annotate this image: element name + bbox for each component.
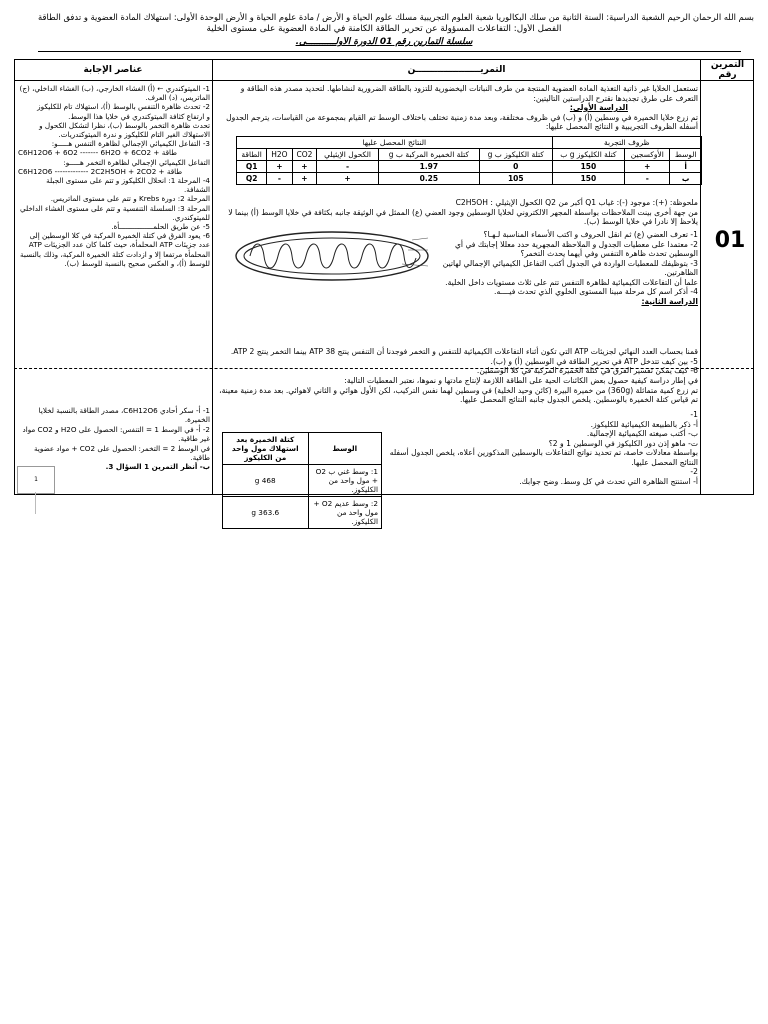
- ex2-q1d: بواسطة معادلات خاصة، تم تحديد نواتج التفاعلات بالوسطين المذكورين أعلاه، يلخص الجدول أسفله النتائج المحصل عليها.: [389, 448, 698, 467]
- col-head-exercise: التمريـــــــــــــــــــــن: [407, 65, 506, 75]
- ans2-line: في الوسط 2 = التخمر: الحصول على CO2 + مواد عضوية طاقية.: [34, 443, 210, 463]
- t2-cell-medium: 1: وسط غني ب O2 + مول واحد من الكليكوز.: [308, 465, 381, 497]
- t1-header: كتلة الكليكوز ب g: [479, 149, 552, 161]
- t1-cell: -: [267, 173, 292, 185]
- ans1-line: 1- الميتوكندري ← (أ) الغشاء الخارجي، (ب) الغشاء الداخلي، (ج) الماتريس، (د) العرف.: [19, 84, 210, 103]
- ex2-q1b: ب- أكتب صيغته الكيميائية الإجمالية.: [586, 429, 698, 438]
- ans2-line: 2- أ- في الوسط 1 = التنفس: الحصول على H2O و CO2 مواد غير طاقية.: [22, 424, 210, 444]
- t2-cell-medium: 2: وسط عديم O2 + مول واحد من الكليكوز.: [308, 497, 381, 529]
- ex1-study1-title: الدراسة الأولى:: [569, 103, 628, 112]
- t1-header: الوسط: [670, 149, 702, 161]
- ex2-q1a: أ- ذكر بالطبيعة الكيميائية للكليكوز.: [590, 419, 698, 429]
- t1-cell: Q2: [237, 173, 267, 185]
- ex1-intro: تستعمل الخلايا غير ذاتية التغذية المادة العضوية المنتجة من طرف النباتات اليخضورية للتزود بالطاقة الضرورية لنشاطها. لتحديد مصدر هذه الطاقة و التعرف على طرق تجديدها نقترح الدراستين التاليتين:: [240, 84, 698, 103]
- ex1-study2-block: [218, 347, 698, 376]
- grid-divider-answer: [212, 59, 213, 495]
- ans2-block: [18, 406, 210, 472]
- mitochondrion-diagram: [232, 228, 438, 284]
- t1-cell: -: [625, 173, 670, 185]
- ans1-line: 4- المرحلة 1: انحلال الكليكوز و تتم على مستوى الجبلة الشفافة.: [46, 176, 210, 195]
- t1-cell: 105: [479, 173, 552, 185]
- ex1-note-block: [218, 198, 698, 227]
- page-number-box: 1: [17, 466, 55, 494]
- ans1-line: المرحلة 2: دورة Krebs و تتم على مستوى الماتريس.: [50, 194, 210, 204]
- header-row-line: [14, 80, 754, 81]
- ex1-results-table: [236, 136, 702, 185]
- ans1-line: المرحلة 3: السلسلة التنفسية و تتم على مستوى الغشاء الداخلي للميتوكندري.: [19, 203, 210, 222]
- ex1-q2: 2- معتمدا على معطيات الجدول و الملاحظة المجهرية حدد معللا إجابتك في أي الوسطين تحدث ظاهرة التنفس وفي أيهما يحدث التخمر؟: [454, 239, 698, 258]
- t1-cell: 150: [552, 173, 625, 185]
- t1-cell: 150: [552, 161, 625, 173]
- grid-divider-number: [700, 59, 701, 495]
- t1-header: H2O: [267, 149, 292, 161]
- t1-cell: Q1: [237, 161, 267, 173]
- t1-cell: 0.25: [378, 173, 479, 185]
- ex2-q2: 2-: [690, 467, 698, 476]
- t1-header: كتلة الكليكوز g ب: [552, 149, 625, 161]
- t2-header-mass: كتلة الخميرة بعد استهلاك مول واحد من الكليكوز: [223, 433, 309, 465]
- ans1-line: 2- تحدث ظاهرة التنفس بالوسط (أ)، استهلاك تام للكليكوز: [37, 102, 210, 112]
- ans1-line: و ارتفاع كثافة الميتوكندري في خلايا هذا الوسط.: [68, 111, 210, 121]
- t1-cell: -: [317, 161, 378, 173]
- ex1-study1-text: تم زرع خلايا الخميرة في وسطين (أ) و (ب) في ظروف مختلفة، وبعد مدة زمنية تختلف باختلاف الوسط تم القيام بمجموعة من القياسات، يترجم الجدول أسفله الظروف التجريبية و النتائج المحصل عليها:: [226, 112, 698, 131]
- ex1-questions-block: [442, 230, 698, 306]
- t1-cell: ب: [670, 173, 702, 185]
- ans1-line: 3- التفاعل الكيميائي الإجمالي لظاهرة التنفس هـــــو:: [51, 139, 210, 149]
- ex1-q4-intro: علما أن التفاعلات الكيميائية لظاهرة التنفس تتم على ثلاث مستويات داخل الخلية.: [445, 277, 698, 287]
- t1-cell: +: [267, 161, 292, 173]
- ex2-mass-table: [222, 432, 382, 529]
- ex2-questions-block: [388, 410, 698, 486]
- t1-header: الأوكسجين: [625, 149, 670, 161]
- exercise-number: 01: [714, 228, 746, 253]
- ans1-line: 5- عن طريق الحلمــــــــــــــــأة.: [111, 222, 210, 232]
- ex2-q1c: ت- ماهو إذن دور الكليكوز في الوسطين 1 و 2؟: [548, 438, 698, 448]
- t2-cell-mass: 363.6 g: [223, 497, 309, 529]
- ans1-equation: C6H12O6 ------------- 2C2H5OH + 2CO2 + طاقة: [18, 166, 183, 176]
- ex1-observation: من جهة أخرى بينت الملاحظات بواسطة المجهر الالكتروني لخلايا الوسطين وجود العضي (ع) الممثل في الوثيقة جانبه بكثافة في خلايا الوسط (أ) بينما لا يلاحظ إلا نادرا في خلايا الوسط (ب).: [228, 207, 698, 226]
- t1-cell: 0: [479, 161, 552, 173]
- ex1-q4: 4- أذكر اسم كل مرحلة مبينا المستوى الخلوي الذي تحدث فيــــه.: [494, 287, 698, 296]
- ans2-line: 1- أ- سكر أحادي C6H12O6، مصدر الطاقة بالنسبة لخلايا الخميرة.: [38, 406, 210, 425]
- t1-header: الطاقة: [237, 149, 267, 161]
- header-line-2: الفصل الأول: التفاعلات المسؤولة عن تحرير الطاقة الكامنة في المادة العضوية على مستوى الخلية: [206, 24, 562, 34]
- t1-cell: +: [625, 161, 670, 173]
- ans1-equation: C6H12O6 + 6O2 ------- 6H2O + 6CO2 + طاقة: [18, 148, 177, 158]
- header-rule: [38, 51, 741, 52]
- t1-cell: +: [317, 173, 378, 185]
- ex1-q3: 3- بتوظيفك للمعطيات الواردة في الجدول أكتب التفاعل الكيميائي الإجمالي لهاتين الظاهرتين.: [442, 258, 698, 277]
- t2-cell-mass: 468 g: [223, 465, 309, 497]
- ex2-text: تم زرع كمية متماثلة (360g) من خميرة البيرة (كائن وحيد الخلية) في وسطين لهما نفس التركيب، لكن الأول هوائي و الثاني لاهوائي. بعد مدة زمنية معينة، تم قياس كتلة الخميرة بالوسطين. يلخص الجدول جانبه النتائج المحصل عليها.: [219, 385, 698, 404]
- t1-group-conditions: ظروف التجربة: [552, 137, 701, 149]
- t1-cell: +: [292, 173, 317, 185]
- ex1-note: ملحوظة: (+): موجود (-): غياب Q1 أكبر من Q2 الكحول الإيثيلي : C2H5OH: [455, 198, 698, 207]
- ex1-intro-block: [218, 84, 698, 132]
- ex2-q1: 1-: [690, 410, 698, 419]
- t1-header: كتلة الخميرة المركبة ب g: [378, 149, 479, 161]
- t1-header: CO2: [292, 149, 317, 161]
- ans1-block: [18, 84, 210, 268]
- t1-cell: 1.97: [378, 161, 479, 173]
- ex1-q5: 5- بين كيف تتدخل ATP في تحرير الطاقة في الوسطين (أ) و (ب).: [490, 356, 698, 366]
- ans2-line: ب- أنظر التمرين 1 السؤال 3.: [105, 462, 210, 472]
- ans1-line: 6- يعود الفرق في كتلة الخميرة المركبة في كلا الوسطين إلى عدد جزيئات ATP المحلمأة، حيث كلما كان عدد الجزيئات ATP المحلمأة مرتفعا إلا و ازدادت كتلة الخميرة المركبة، وذلك بالنسبة للوسط (أ)، و العكس صحيح بالنسبة للوسط (ب).: [19, 231, 210, 268]
- t1-cell: +: [292, 161, 317, 173]
- ex2-intro-block: [218, 376, 698, 405]
- ex2-intro: في إطار دراسة كيفية حصول بعض الكائنات الحية على الطاقة اللازمة لإنتاج مادتها و نموها، نعتبر المعطيات التالية:: [344, 376, 698, 385]
- page-marker-line: [35, 492, 36, 514]
- ans1-line: تحدث ظاهرة التخمر بالوسط (ب)، نظرا لتشكل الكحول و الاستهلاك الغير التام للكليكوز و ندرة الميتوكندريات.: [39, 120, 210, 140]
- col-head-exercise-no: التمرين رقم: [710, 60, 745, 80]
- ex1-study2-text: قمنا بحساب العدد النهائي لجزيئات ATP التي تكون أثناء التفاعلات الكيميائية للتنفس و التخمر فوجدنا أن التنفس ينتج 38 ATP بينما التخمر ينتج 2 ATP.: [230, 347, 698, 356]
- ex1-study2-title: الدراسة الثانية:: [641, 296, 698, 306]
- t1-group-results: النتائج المحصل عليها: [237, 137, 553, 149]
- ex2-q2a: أ- استنتج الظاهرة التي تحدث في كل وسط. وضح جوابك.: [519, 476, 698, 486]
- col-head-answer: عناصر الإجابة: [83, 65, 143, 75]
- t1-header: الكحول الإيثيلي: [317, 149, 378, 161]
- series-title: سلسلة التمارين رقم 01 الدورة الأولـــــــــــى.: [295, 37, 473, 47]
- t1-cell: أ: [670, 161, 702, 173]
- ex1-q1: 1- تعرف العضي (ع) ثم انقل الحروف و اكتب الأسماء المناسبة لـهـا؟: [483, 230, 698, 239]
- ans1-line: التفاعل الكيميائي الإجمالي لظاهرة التخمر هـــــو:: [63, 157, 210, 167]
- header-line-1: بسم الله الرحمان الرحيم الشعبة الدراسية: السنة الثانية من سلك البكالوريا شعبة العلوم التجريبية مسلك علوم الحياة و الأرض / مادة علوم الحياة و الأرض الوحدة الأولى: استهلاك المادة العضوية و تدفق الطاقة: [37, 12, 754, 22]
- t2-header-medium: الوسط: [308, 433, 381, 465]
- ex1-q6: 6- كيف يمكن تفسير الفرق في كتلة الخميرة المركبة في كلا الوسطين.: [476, 366, 698, 375]
